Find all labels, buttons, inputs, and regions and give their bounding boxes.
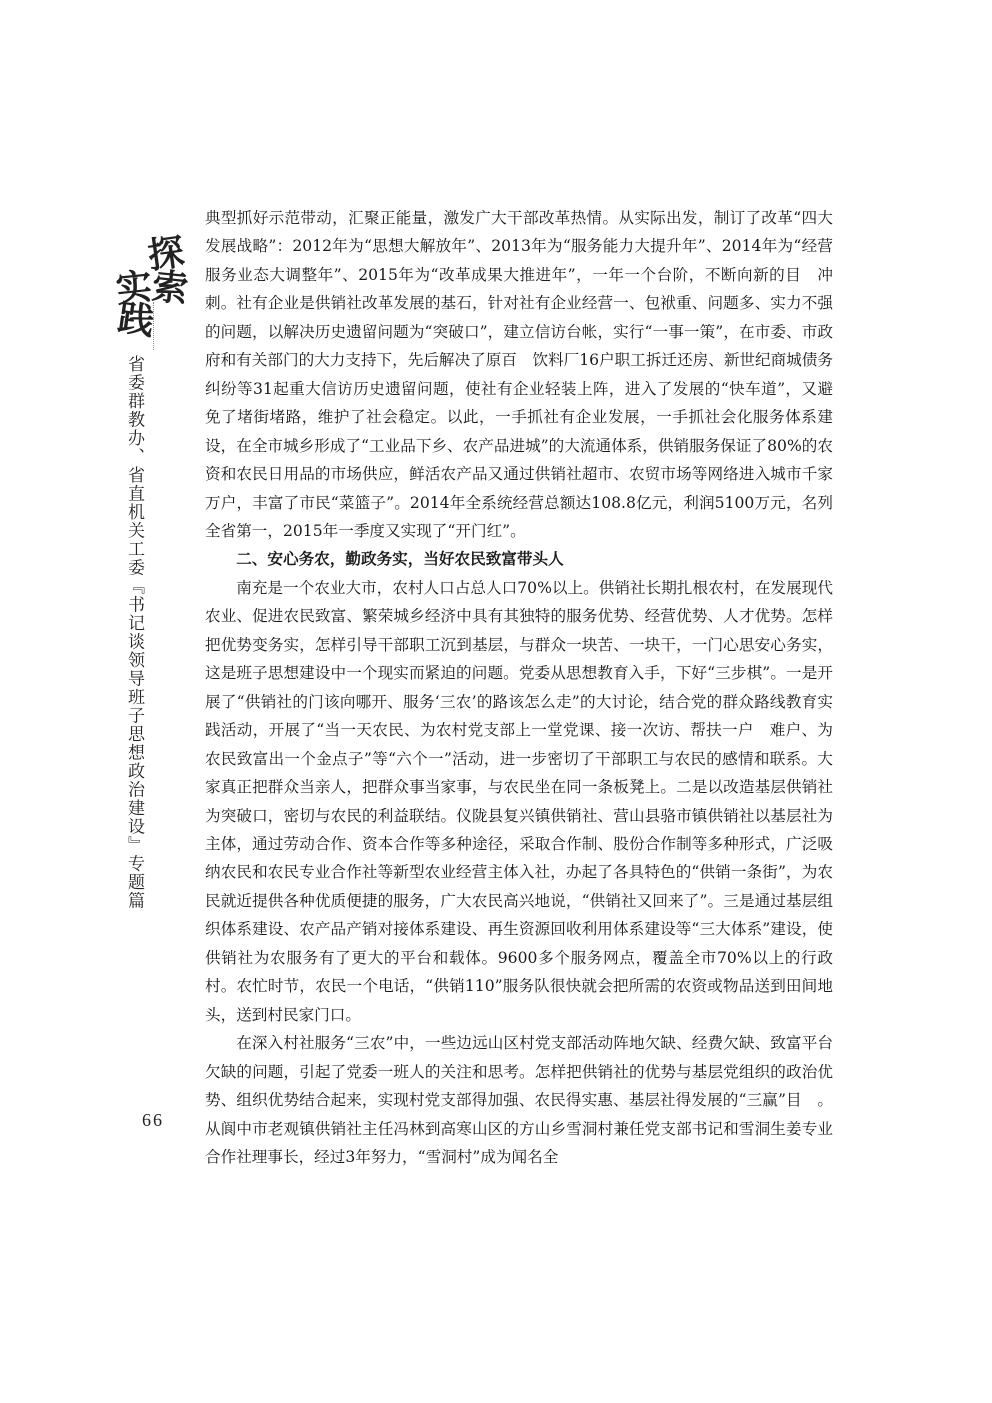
article-body [205,204,833,1171]
logo-char-3: 实 [113,265,155,311]
logo-char-4: 践 [115,296,157,344]
section-side-label: 省委群教办、省直机关工委『书记谈领导班子思想政治建设』专题篇 [124,355,144,910]
logo-divider [153,302,154,350]
section-logo [112,230,191,344]
paragraph-2: 南充是一个农业大市，农村人口占总人口70%以上。供销社长期扎根农村，在发展现代农业、促进农民致富、繁荣城乡经济中具有其独特的服务优势、经营优势、人才优势。怎样把优势变务实，怎样引导干部职工沉到基层，与群众一块苦、一块干，一门心思安心务实，这是班子思想建设中一个现实而紧迫的问题。党委从思想教育入手，下好“三步棋”。一是开展了“供销社的门该向哪开、服务‘三农’的路该怎么走”的大讨论，结合党的群众路线教育实践活动，开展了“当一天农民、为农村党支部上一堂党课、接一次访、帮扶一户 难户、为农民致富出一个金点子”等“六个一”活动，进一步密切了干部职工与农民的感情和联系。大家真正把群众当亲人，把群众事当家事，与农民坐在同一条板凳上。二是以改造基层供销社为突破口，密切与农民的利益联结。仪陇县复兴镇供销社、营山县骆市镇供销社以基层社为主体，通过劳动合作、资本合作等多种途径，采取合作制、股份合作制等多种形式，广泛吸纳农民和农民专业合作社等新型农业经营主体入社，办起了各具特色的“供销一条街”，为农民就近提供各种优质便捷的服务，广大农民高兴地说，“供销社又回来了”。三是通过基层组织体系建设、农产品产销对接体系建设、再生资源回收利用体系建设等“三大体系”建设，使供销社为农服务有了更大的平台和载体。9600多个服务网点，覆盖全市70%以上的行政村。农忙时节，农民一个电话，“供销110”服务队很快就会把所需的农资或物品送到田间地头，送到村民家门口。 [205,578,833,1024]
logo-char-1: 探 [145,230,187,278]
paragraph-3: 在深入村社服务“三农”中，一些边远山区村党支部活动阵地欠缺、经费欠缺、致富平台欠缺的问题，引起了党委一班人的关注和思考。怎样把供销社的优势与基层党组织的政治优势、组织优势结合起来，实现村党支部得加强、农民得实惠、基层社得发展的“三赢”目 。从阆中市老观镇供销社主任冯林到高寒山区的方山乡雪洞村兼任党支部书记和雪洞生姜专业合作社理事长，经过3年努力，“雪洞村”成为闻名全 [205,1034,833,1166]
paragraph-1: 典型抓好示范带动，汇聚正能量，激发广大干部改革热情。从实际出发，制订了改革“四大发展战略”：2012年为“思想大解放年”、2013年为“服务能力大提升年”、2014年为“经营服务业态大调整年”、2015年为“改革成果大推进年”，一年一个台阶，不断向新的目 冲刺。社有企业是供销社改革发展的基石，针对社有企业经营一、包袱重、问题多、实力不强的问题，以解决历史遗留问题为“突破口”，建立信访台帐，实行“一事一策”，在市委、市政府和有关部门的大力支持下，先后解决了原百 饮料厂16户职工拆迁还房、新世纪商城债务纠纷等31起重大信访历史遗留问题，使社有企业轻装上阵，进入了发展的“快车道”，又避免了堵街堵路，维护了社会稳定。以此，一手抓社有企业发展，一手抓社会化服务体系建设，在全市城乡形成了“工业品下乡、农产品进城”的大流通体系，供销服务保证了80%的农资和农民日用品的市场供应，鲜活农产品又通过供销社超市、农贸市场等网络进入城市千家万户，丰富了市民“菜篮子”。2014年全系统经营总额达108.8亿元，利润5100万元，名列全省第一，2015年一季度又实现了“开门红”。 [205,209,833,540]
section-heading: 二、安心务农，勤政务实，当好农民致富带头人 [236,550,564,569]
logo-char-2: 索 [149,265,191,311]
page-number: 66 [142,1110,164,1130]
